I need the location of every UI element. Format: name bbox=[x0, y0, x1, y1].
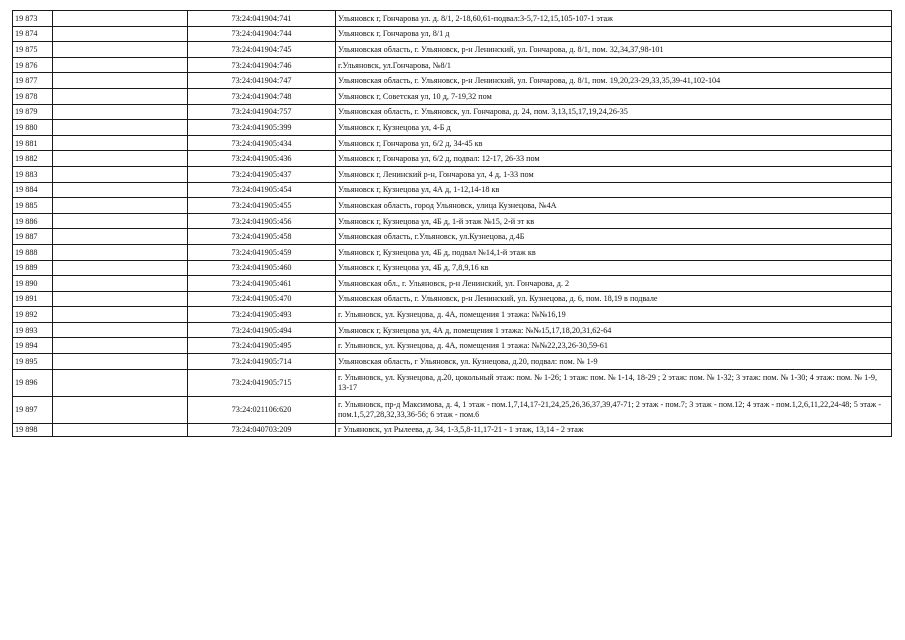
address-cell: г. Ульяновск, ул. Кузнецова, д.20, цокольный этаж: пом. № 1-26; 1 этаж: пом. № 1-14, 18-29 ; 2 этаж: пом. № 1-32; 3 этаж: пом. № 1-30; 4 этаж: пом. № 1-9, 13-17 bbox=[336, 369, 892, 396]
row-number: 19 894 bbox=[13, 338, 53, 354]
empty-cell bbox=[53, 423, 188, 436]
table-row bbox=[13, 291, 892, 307]
row-number: 19 886 bbox=[13, 213, 53, 229]
cadastral-number: 73:24:041905:494 bbox=[188, 322, 336, 338]
empty-cell bbox=[53, 73, 188, 89]
row-number: 19 895 bbox=[13, 354, 53, 370]
cadastral-number: 73:24:041905:434 bbox=[188, 135, 336, 151]
row-number: 19 882 bbox=[13, 151, 53, 167]
address-cell: г.Ульяновск, ул.Гончарова, №8/1 bbox=[336, 57, 892, 73]
table-row bbox=[13, 42, 892, 58]
cadastral-number: 73:24:041905:455 bbox=[188, 198, 336, 214]
table-row bbox=[13, 182, 892, 198]
table-row bbox=[13, 120, 892, 136]
address-cell: Ульяновск г, Гончарова ул. д. 8/1, 2-18,60,61-подвал:3-5,7-12,15,105-107-1 этаж bbox=[336, 11, 892, 27]
cadastral-number: 73:24:041905:454 bbox=[188, 182, 336, 198]
address-cell: Ульяновская область, г.Ульяновск, ул.Кузнецова, д.4Б bbox=[336, 229, 892, 245]
cadastral-number: 73:24:041904:746 bbox=[188, 57, 336, 73]
empty-cell bbox=[53, 396, 188, 423]
row-number: 19 873 bbox=[13, 11, 53, 27]
cadastral-number: 73:24:041905:714 bbox=[188, 354, 336, 370]
address-cell: Ульяновская область, г. Ульяновск, р-н Ленинский, ул. Гончарова, д. 8/1, пом. 32,34,37,98-101 bbox=[336, 42, 892, 58]
address-cell: Ульяновская обл., г. Ульяновск, р-н Ленинский, ул. Гончарова, д. 2 bbox=[336, 276, 892, 292]
empty-cell bbox=[53, 166, 188, 182]
cadastral-number: 73:24:041904:744 bbox=[188, 26, 336, 42]
cadastral-number: 73:24:041905:437 bbox=[188, 166, 336, 182]
table-row bbox=[13, 260, 892, 276]
address-cell: г. Ульяновск, ул. Кузнецова, д. 4А, помещения 1 этажа: №№16,19 bbox=[336, 307, 892, 323]
address-cell: Ульяновск г, Советская ул, 10 д, 7-19,32 пом bbox=[336, 88, 892, 104]
table-row bbox=[13, 369, 892, 396]
cadastral-number: 73:24:041905:461 bbox=[188, 276, 336, 292]
empty-cell bbox=[53, 26, 188, 42]
empty-cell bbox=[53, 369, 188, 396]
row-number: 19 884 bbox=[13, 182, 53, 198]
row-number: 19 891 bbox=[13, 291, 53, 307]
row-number: 19 883 bbox=[13, 166, 53, 182]
address-cell: г Ульяновск, ул Рылеева, д. 34, 1-3,5,8-11,17-21 - 1 этаж, 13,14 - 2 этаж bbox=[336, 423, 892, 436]
address-cell: Ульяновск г, Кузнецова ул, 4Б д, 7,8,9,16 кв bbox=[336, 260, 892, 276]
address-cell: Ульяновск г, Кузнецова ул, 4-Б д bbox=[336, 120, 892, 136]
table-row bbox=[13, 26, 892, 42]
address-cell: Ульяновск г, Гончарова ул, 6/2 д, подвал: 12-17, 26-33 пом bbox=[336, 151, 892, 167]
row-number: 19 881 bbox=[13, 135, 53, 151]
table-row bbox=[13, 229, 892, 245]
cadastral-number: 73:24:041905:470 bbox=[188, 291, 336, 307]
table-row bbox=[13, 198, 892, 214]
cadastral-number: 73:24:041905:460 bbox=[188, 260, 336, 276]
empty-cell bbox=[53, 354, 188, 370]
address-cell: Ульяновск г, Кузнецова ул, 4А д, помещения 1 этажа: №№15,17,18,20,31,62-64 bbox=[336, 322, 892, 338]
row-number: 19 876 bbox=[13, 57, 53, 73]
empty-cell bbox=[53, 213, 188, 229]
empty-cell bbox=[53, 135, 188, 151]
empty-cell bbox=[53, 182, 188, 198]
table-row bbox=[13, 354, 892, 370]
address-cell: Ульяновск г, Гончарова ул, 8/1 д bbox=[336, 26, 892, 42]
row-number: 19 875 bbox=[13, 42, 53, 58]
table-row bbox=[13, 307, 892, 323]
address-cell: Ульяновск г, Кузнецова ул, 4А д, 1-12,14-18 кв bbox=[336, 182, 892, 198]
empty-cell bbox=[53, 11, 188, 27]
address-cell: Ульяновск г, Кузнецова ул, 4Б д, 1-й этаж №15, 2-й эт кв bbox=[336, 213, 892, 229]
table-row bbox=[13, 166, 892, 182]
row-number: 19 878 bbox=[13, 88, 53, 104]
cadastral-number: 73:24:041905:399 bbox=[188, 120, 336, 136]
empty-cell bbox=[53, 291, 188, 307]
row-number: 19 879 bbox=[13, 104, 53, 120]
row-number: 19 897 bbox=[13, 396, 53, 423]
empty-cell bbox=[53, 322, 188, 338]
cadastral-number: 73:24:021106:620 bbox=[188, 396, 336, 423]
empty-cell bbox=[53, 88, 188, 104]
empty-cell bbox=[53, 42, 188, 58]
cadastral-number: 73:24:041905:495 bbox=[188, 338, 336, 354]
empty-cell bbox=[53, 229, 188, 245]
row-number: 19 893 bbox=[13, 322, 53, 338]
address-cell: г. Ульяновск, пр-д Максимова, д. 4, 1 этаж - пом.1,7,14,17-21,24,25,26,36,37,39,47-71; 2 этаж - пом.7; 3 этаж - пом.12; 4 этаж - пом.1,2,6,11,22,24-48; 5 этаж - пом.1,5,27,28,32,33,36-56; 6 этаж - пом.6 bbox=[336, 396, 892, 423]
row-number: 19 888 bbox=[13, 244, 53, 260]
table-row bbox=[13, 88, 892, 104]
row-number: 19 887 bbox=[13, 229, 53, 245]
empty-cell bbox=[53, 276, 188, 292]
cadastral-number: 73:24:041905:436 bbox=[188, 151, 336, 167]
table-row bbox=[13, 11, 892, 27]
address-cell: Ульяновская область, г. Ульяновск, р-н Ленинский, ул. Гончарова, д. 8/1, пом. 19,20,23-29,33,35,39-41,102-104 bbox=[336, 73, 892, 89]
cadastral-number: 73:24:041905:459 bbox=[188, 244, 336, 260]
address-cell: Ульяновская область, г Ульяновск, ул. Кузнецова, д.20, подвал: пом. № 1-9 bbox=[336, 354, 892, 370]
row-number: 19 877 bbox=[13, 73, 53, 89]
cadastral-number: 73:24:041904:747 bbox=[188, 73, 336, 89]
row-number: 19 885 bbox=[13, 198, 53, 214]
address-cell: Ульяновская область, город Ульяновск, улица Кузнецова, №4А bbox=[336, 198, 892, 214]
row-number: 19 889 bbox=[13, 260, 53, 276]
row-number: 19 898 bbox=[13, 423, 53, 436]
table-row bbox=[13, 423, 892, 436]
address-cell: г. Ульяновск, ул. Кузнецова, д. 4А, помещения 1 этажа: №№22,23,26-30,59-61 bbox=[336, 338, 892, 354]
table-row bbox=[13, 276, 892, 292]
cadastral-number: 73:24:041904:745 bbox=[188, 42, 336, 58]
empty-cell bbox=[53, 120, 188, 136]
empty-cell bbox=[53, 338, 188, 354]
empty-cell bbox=[53, 198, 188, 214]
cadastral-number: 73:24:041904:741 bbox=[188, 11, 336, 27]
row-number: 19 890 bbox=[13, 276, 53, 292]
empty-cell bbox=[53, 57, 188, 73]
table-row bbox=[13, 57, 892, 73]
cadastral-number: 73:24:041905:458 bbox=[188, 229, 336, 245]
address-cell: Ульяновск г, Гончарова ул, 6/2 д, 34-45 кв bbox=[336, 135, 892, 151]
address-cell: Ульяновск г, Ленинский р-н, Гончарова ул, 4 д, 1-33 пом bbox=[336, 166, 892, 182]
cadastral-number: 73:24:040703:209 bbox=[188, 423, 336, 436]
table-row bbox=[13, 73, 892, 89]
cadastral-number: 73:24:041905:456 bbox=[188, 213, 336, 229]
row-number: 19 892 bbox=[13, 307, 53, 323]
table-row bbox=[13, 151, 892, 167]
empty-cell bbox=[53, 151, 188, 167]
table-row bbox=[13, 104, 892, 120]
empty-cell bbox=[53, 260, 188, 276]
address-cell: Ульяновская область, г. Ульяновск, ул. Гончарова, д. 24, пом. 3,13,15,17,19,24,26-35 bbox=[336, 104, 892, 120]
row-number: 19 896 bbox=[13, 369, 53, 396]
table-row bbox=[13, 244, 892, 260]
table-row bbox=[13, 396, 892, 423]
empty-cell bbox=[53, 307, 188, 323]
table-row bbox=[13, 338, 892, 354]
row-number: 19 874 bbox=[13, 26, 53, 42]
property-registry-table bbox=[12, 10, 892, 437]
row-number: 19 880 bbox=[13, 120, 53, 136]
table-row bbox=[13, 322, 892, 338]
empty-cell bbox=[53, 244, 188, 260]
registry-body bbox=[13, 11, 892, 437]
table-row bbox=[13, 213, 892, 229]
cadastral-number: 73:24:041905:493 bbox=[188, 307, 336, 323]
cadastral-number: 73:24:041905:715 bbox=[188, 369, 336, 396]
cadastral-number: 73:24:041904:757 bbox=[188, 104, 336, 120]
address-cell: Ульяновская область, г. Ульяновск, р-н Ленинский, ул. Кузнецова, д. 6, пом. 18,19 в подвале bbox=[336, 291, 892, 307]
address-cell: Ульяновск г, Кузнецова ул, 4Б д, подвал №14,1-й этаж кв bbox=[336, 244, 892, 260]
empty-cell bbox=[53, 104, 188, 120]
cadastral-number: 73:24:041904:748 bbox=[188, 88, 336, 104]
table-row bbox=[13, 135, 892, 151]
registry-sheet bbox=[12, 10, 892, 437]
